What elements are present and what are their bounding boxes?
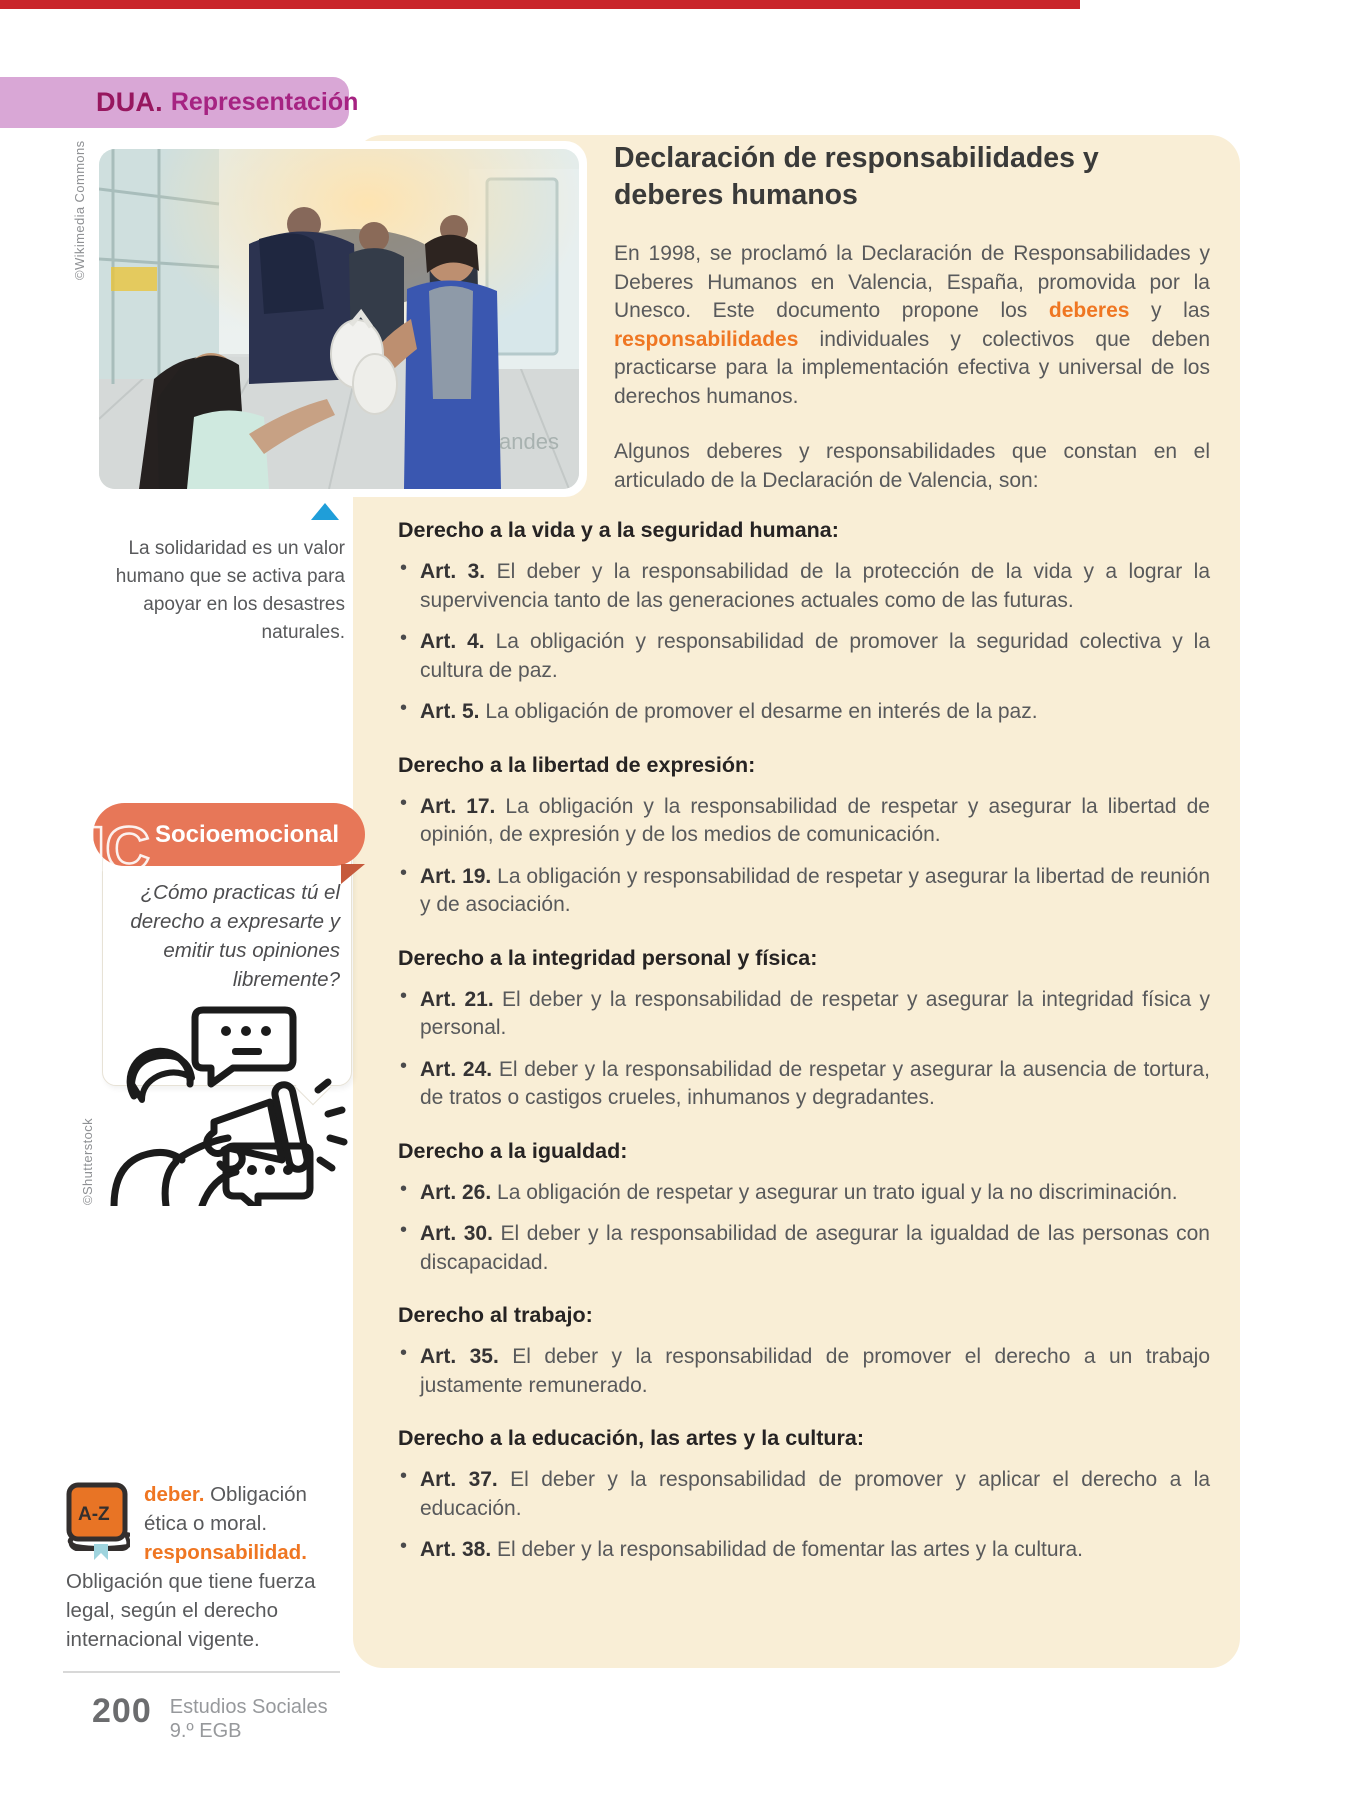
article-number: Art. 24. xyxy=(420,1057,499,1081)
paragraph-text: En 1998, se proclamó la Declaración de Responsabilidades y Deberes Humanos en Valencia, España, promovida por la Unesco. Este documento propone los xyxy=(614,242,1210,322)
footer-divider xyxy=(63,1671,340,1673)
photo-credit: ©Wikimedia Commons xyxy=(72,140,87,280)
article-item-text xyxy=(420,1343,1210,1400)
intro-paragraph-1 xyxy=(614,240,1210,411)
article-item-text xyxy=(420,1536,1210,1565)
article-item xyxy=(398,1056,1210,1113)
bullet-icon: • xyxy=(400,1342,408,1364)
article-item xyxy=(398,698,1210,727)
article-number: Art. 19. xyxy=(420,864,498,888)
article-item xyxy=(398,1466,1210,1523)
section-heading: Derecho a la vida y a la seguridad humana: xyxy=(398,518,839,542)
megaphone-illustration xyxy=(106,998,350,1206)
socioemocional-question: ¿Cómo practicas tú el derecho a expresarte y emitir tus opiniones libremente? xyxy=(130,881,340,991)
book-title: Estudios Sociales xyxy=(169,1696,328,1718)
article-item xyxy=(398,1220,1210,1277)
article-item-text xyxy=(420,1466,1210,1523)
section-heading: Derecho a la libertad de expresión: xyxy=(398,752,756,777)
bullet-icon: • xyxy=(400,557,408,579)
article-description: El deber y la responsabilidad de promover el derecho a un trabajo justamente remunerado. xyxy=(420,1345,1210,1397)
article-number: Art. 26. xyxy=(420,1180,498,1204)
article-number: Art. 17. xyxy=(420,794,506,818)
article-item-text xyxy=(420,558,1210,615)
article-item-text xyxy=(420,698,1210,727)
article-number: Art. 3. xyxy=(420,560,497,583)
article-description: La obligación de promover el desarme en interés de la paz. xyxy=(485,700,1038,723)
dictionary-book-icon xyxy=(66,1482,130,1560)
article-item-text xyxy=(420,986,1210,1043)
bullet-icon: • xyxy=(400,1177,408,1200)
rights-sections xyxy=(398,516,1210,1578)
photo-frame xyxy=(91,141,587,497)
article-number: Art. 5. xyxy=(420,700,486,723)
article-number: Art. 21. xyxy=(420,987,502,1011)
glossary-term-2: responsabilidad. xyxy=(144,1541,307,1564)
svg-text:A-Z: A-Z xyxy=(78,1504,110,1525)
ic-logo-icon xyxy=(86,812,196,884)
dua-representacion-badge xyxy=(0,77,359,128)
bullet-icon: • xyxy=(400,1535,408,1557)
bullet-icon: • xyxy=(400,697,408,719)
article-item xyxy=(398,986,1210,1043)
section-heading: Derecho a la igualdad: xyxy=(398,1138,628,1163)
article-item xyxy=(398,793,1210,850)
article-item xyxy=(398,628,1210,685)
article-description: El deber y la responsabilidad de asegurar la igualdad de las personas con discapacidad. xyxy=(420,1222,1210,1274)
article-description: El deber y la responsabilidad de fomentar las artes y la cultura. xyxy=(497,1538,1084,1561)
paragraph-text: individuales y colectivos que deben practicarse para la implementación efectiva y universal de los derechos humanos. xyxy=(614,327,1210,408)
bullet-icon: • xyxy=(400,984,408,1007)
socioemocional-label: Socioemocional xyxy=(154,820,339,848)
glossary-def-2: Obligación que tiene fuerza legal, según el derecho internacional vigente. xyxy=(66,1570,316,1651)
accent-term: deberes xyxy=(1048,299,1130,322)
article-number: Art. 30. xyxy=(420,1222,501,1245)
paragraph-text: y las xyxy=(1129,299,1211,322)
article-description: La obligación de respetar y asegurar un trato igual y la no discriminación. xyxy=(497,1180,1178,1204)
article-description: El deber y la responsabilidad de respetar y asegurar la ausencia de tortura, de tratos o castigos crueles, inhumanos y degradantes. xyxy=(420,1057,1210,1109)
glossary-box xyxy=(66,1480,348,1654)
photo-caption: La solidaridad es un valor humano que se activa para apoyar en los desastres naturales. xyxy=(115,538,345,643)
article-title: Declaración de responsabilidades y deberes humanos xyxy=(614,142,1099,211)
photo-watermark: andes xyxy=(499,429,559,454)
article-item-text xyxy=(420,1056,1210,1113)
caption-arrow-icon xyxy=(311,503,339,520)
bullet-icon: • xyxy=(400,791,408,814)
article-description: La obligación y responsabilidad de promover la seguridad colectiva y la cultura de paz. xyxy=(420,630,1210,682)
photo-caption-block xyxy=(95,503,345,647)
page-number: 200 xyxy=(92,1692,152,1730)
article-item-text xyxy=(420,863,1210,920)
article-item xyxy=(398,1343,1210,1400)
article-item xyxy=(398,1179,1210,1208)
article-description: La obligación y la responsabilidad de respetar y asegurar la libertad de opinión, de expresión y de los medios de comunicación. xyxy=(420,794,1210,846)
footer xyxy=(92,1692,328,1743)
article-item-text xyxy=(420,628,1210,685)
bullet-icon: • xyxy=(400,1465,408,1487)
section-heading: Derecho al trabajo: xyxy=(398,1303,593,1327)
article-number: Art. 38. xyxy=(420,1538,498,1561)
glossary-def-1: Obligación ética o moral. xyxy=(144,1483,307,1535)
bullet-icon: • xyxy=(400,627,408,649)
svg-text:IC: IC xyxy=(88,815,150,884)
section-heading: Derecho a la integridad personal y física: xyxy=(398,945,818,970)
intro-paragraph-2: Algunos deberes y responsabilidades que constan en el articulado de la Declaración de Valencia, son: xyxy=(614,440,1210,492)
glossary-term-1: deber. xyxy=(144,1483,205,1506)
article-item-text xyxy=(420,1220,1210,1277)
article-number: Art. 4. xyxy=(420,630,496,653)
article-number: Art. 37. xyxy=(420,1468,511,1491)
bullet-icon: • xyxy=(400,1054,408,1077)
section-heading: Derecho a la educación, las artes y la cultura: xyxy=(398,1426,865,1450)
article-item xyxy=(398,558,1210,615)
illustration-credit: ©Shutterstock xyxy=(80,1117,95,1205)
article-description: El deber y la responsabilidad de promover y aplicar el derecho a la educación. xyxy=(420,1468,1210,1520)
article-item xyxy=(398,1536,1210,1565)
bullet-icon: • xyxy=(400,861,408,884)
bullet-icon: • xyxy=(400,1219,408,1241)
book-meta xyxy=(170,1692,328,1743)
accent-term: responsabilidades xyxy=(614,327,799,351)
article-item-text xyxy=(420,793,1210,850)
socioemocional-badge-fold xyxy=(341,864,365,884)
article-number: Art. 35. xyxy=(420,1345,513,1368)
dua-label: Representación xyxy=(170,88,359,116)
book-grade: 9.º EGB xyxy=(169,1720,242,1742)
article-description: El deber y la responsabilidad de la protección de la vida y a lograr la supervivencia tanto de las generaciones actuales como de las futuras. xyxy=(420,560,1211,612)
article-item xyxy=(398,863,1210,920)
article-description: La obligación y responsabilidad de respetar y asegurar la libertad de reunión y de asociación. xyxy=(420,864,1211,916)
article-description: El deber y la responsabilidad de respetar y asegurar la integridad física y personal. xyxy=(420,987,1210,1039)
dua-prefix: DUA. xyxy=(96,87,163,117)
article-item-text xyxy=(420,1179,1210,1208)
page-top-accent-bar xyxy=(0,0,1080,9)
solidarity-photo xyxy=(99,149,579,489)
